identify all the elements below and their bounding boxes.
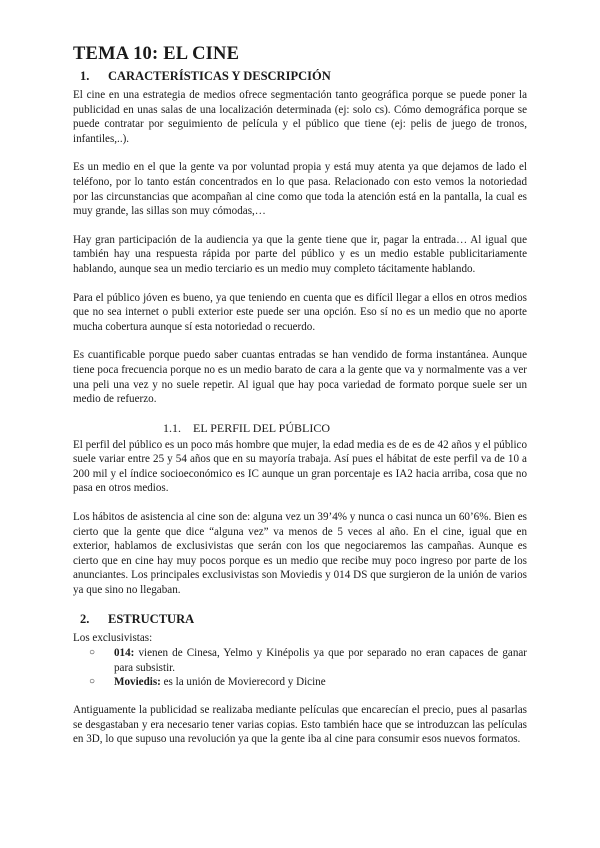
section-2-heading — [80, 612, 527, 627]
list-item — [86, 675, 527, 690]
subsection-1-1-heading — [163, 421, 527, 436]
subsection-1-1-paragraph-1: El perfil del público es un poco más hombre que mujer, la edad media es de es de 42 años y el público suele variar entre 25 y 54 años que en su mayoría trabaja. Así pues el hábitat de este perfil va de 10 a 200 mil y el índice socioeconómico es IC aunque un gran porcentaje es IA2 hacia arriba, cosa que no pasa en otros medios. — [73, 438, 527, 495]
subsection-1-1-paragraph-2: Los hábitos de asistencia al cine son de: alguna vez un 39’4% y nunca o casi nunca un 60’6%. Bien es cierto que la gente que dice “alguna vez” va menos de 5 veces al año. En el cine, igual que en exterior, hablamos de exclusivistas que serán con los que negociaremos las campañas. Aunque es cierto que en cine hay muy pocos porque es un medio que recibe muy poco ingreso por parte de los anunciantes. Los principales exclusivistas son Moviedis y 014 DS que surgieron de la unión de varios ya que sino no llegaban. — [73, 511, 527, 597]
section-2-number: 2. — [80, 611, 90, 626]
circle-bullet-icon: ○ — [89, 647, 96, 659]
section-2-title: ESTRUCTURA — [108, 611, 195, 626]
section-1-paragraph-2: Es un medio en el que la gente va por voluntad propia y está muy atenta ya que dejamos de lado el teléfono, por lo tanto están concentrados en lo que pasa. Relacionado con esto vemos la notoriedad por las circunstancias que acompañan al cine como que toda la atención está en la pantalla, la cual es muy grande, las sillas son muy cómodas,… — [73, 161, 527, 218]
list-item-term: 014: — [114, 647, 135, 660]
section-1-heading — [80, 69, 527, 84]
exclusivistas-list — [86, 646, 527, 690]
subsection-1-1-number: 1.1. — [163, 420, 181, 435]
section-1-paragraph-3: Hay gran participación de la audiencia ya que la gente tiene que ir, pagar la entrada… Al igual que también hay una respuesta rápida por parte del público y es un medio estable publicitariamente hablando, aunque sea un medio terciario es un medio muy completo tácitamente hablando. — [73, 233, 527, 275]
section-1-paragraph-4: Para el público jóven es bueno, ya que teniendo en cuenta que es difícil llegar a ellos en otros medios que no sea internet o publi exterior este puede ser una opción. Eso sí no es un medio que no aporte mucha cobertura aunque sí esta notoriedad o recuerdo. — [73, 291, 527, 333]
circle-bullet-icon: ○ — [89, 676, 96, 688]
section-2-closing-paragraph: Antiguamente la publicidad se realizaba mediante películas que encarecían el precio, pues al pasarlas se desgastaban y era necesario tener varias copias. Esto también hace que se introduzcan las películas en 3D, lo que supuso una revolución ya que la gente iba al cine para consumir esos nuevos formatos. — [73, 704, 527, 746]
section-1-number: 1. — [80, 69, 90, 83]
section-2-intro: Los exclusivistas: — [73, 631, 153, 644]
section-1-paragraph-1: El cine en una estrategia de medios ofrece segmentación tanto geográfica porque se puede poner la publicidad en unas salas de una localización determinada (ej: solo cs). Cómo demográfica porque se puede contratar por seguimiento de película y el público que tiene (ej: pelis de juego de tronos, infantiles,..). — [73, 89, 527, 145]
list-item-text: es la unión de Movierecord y Dicine — [160, 676, 326, 689]
list-item-term: Moviedis: — [114, 676, 161, 689]
document-title: TEMA 10: EL CINE — [73, 44, 240, 64]
section-1-title: CARACTERÍSTICAS Y DESCRIPCIÓN — [108, 69, 331, 83]
list-item-text: vienen de Cinesa, Yelmo y Kinépolis ya que por separado no eran capaces de ganar para subsistir. — [114, 647, 527, 674]
list-item — [86, 646, 527, 675]
section-1-paragraph-5: Es cuantificable porque puedo saber cuantas entradas se han vendido de forma instantánea. Aunque tiene poca frecuencia porque no es un medio barato de cara a la gente que va y normalmente vas a ver una peli una vez y no suele repetir. Al igual que hay poca variedad de formato porque suele ser un medio de refuerzo. — [73, 349, 527, 406]
subsection-1-1-title: EL PERFIL DEL PÚBLICO — [193, 420, 330, 435]
